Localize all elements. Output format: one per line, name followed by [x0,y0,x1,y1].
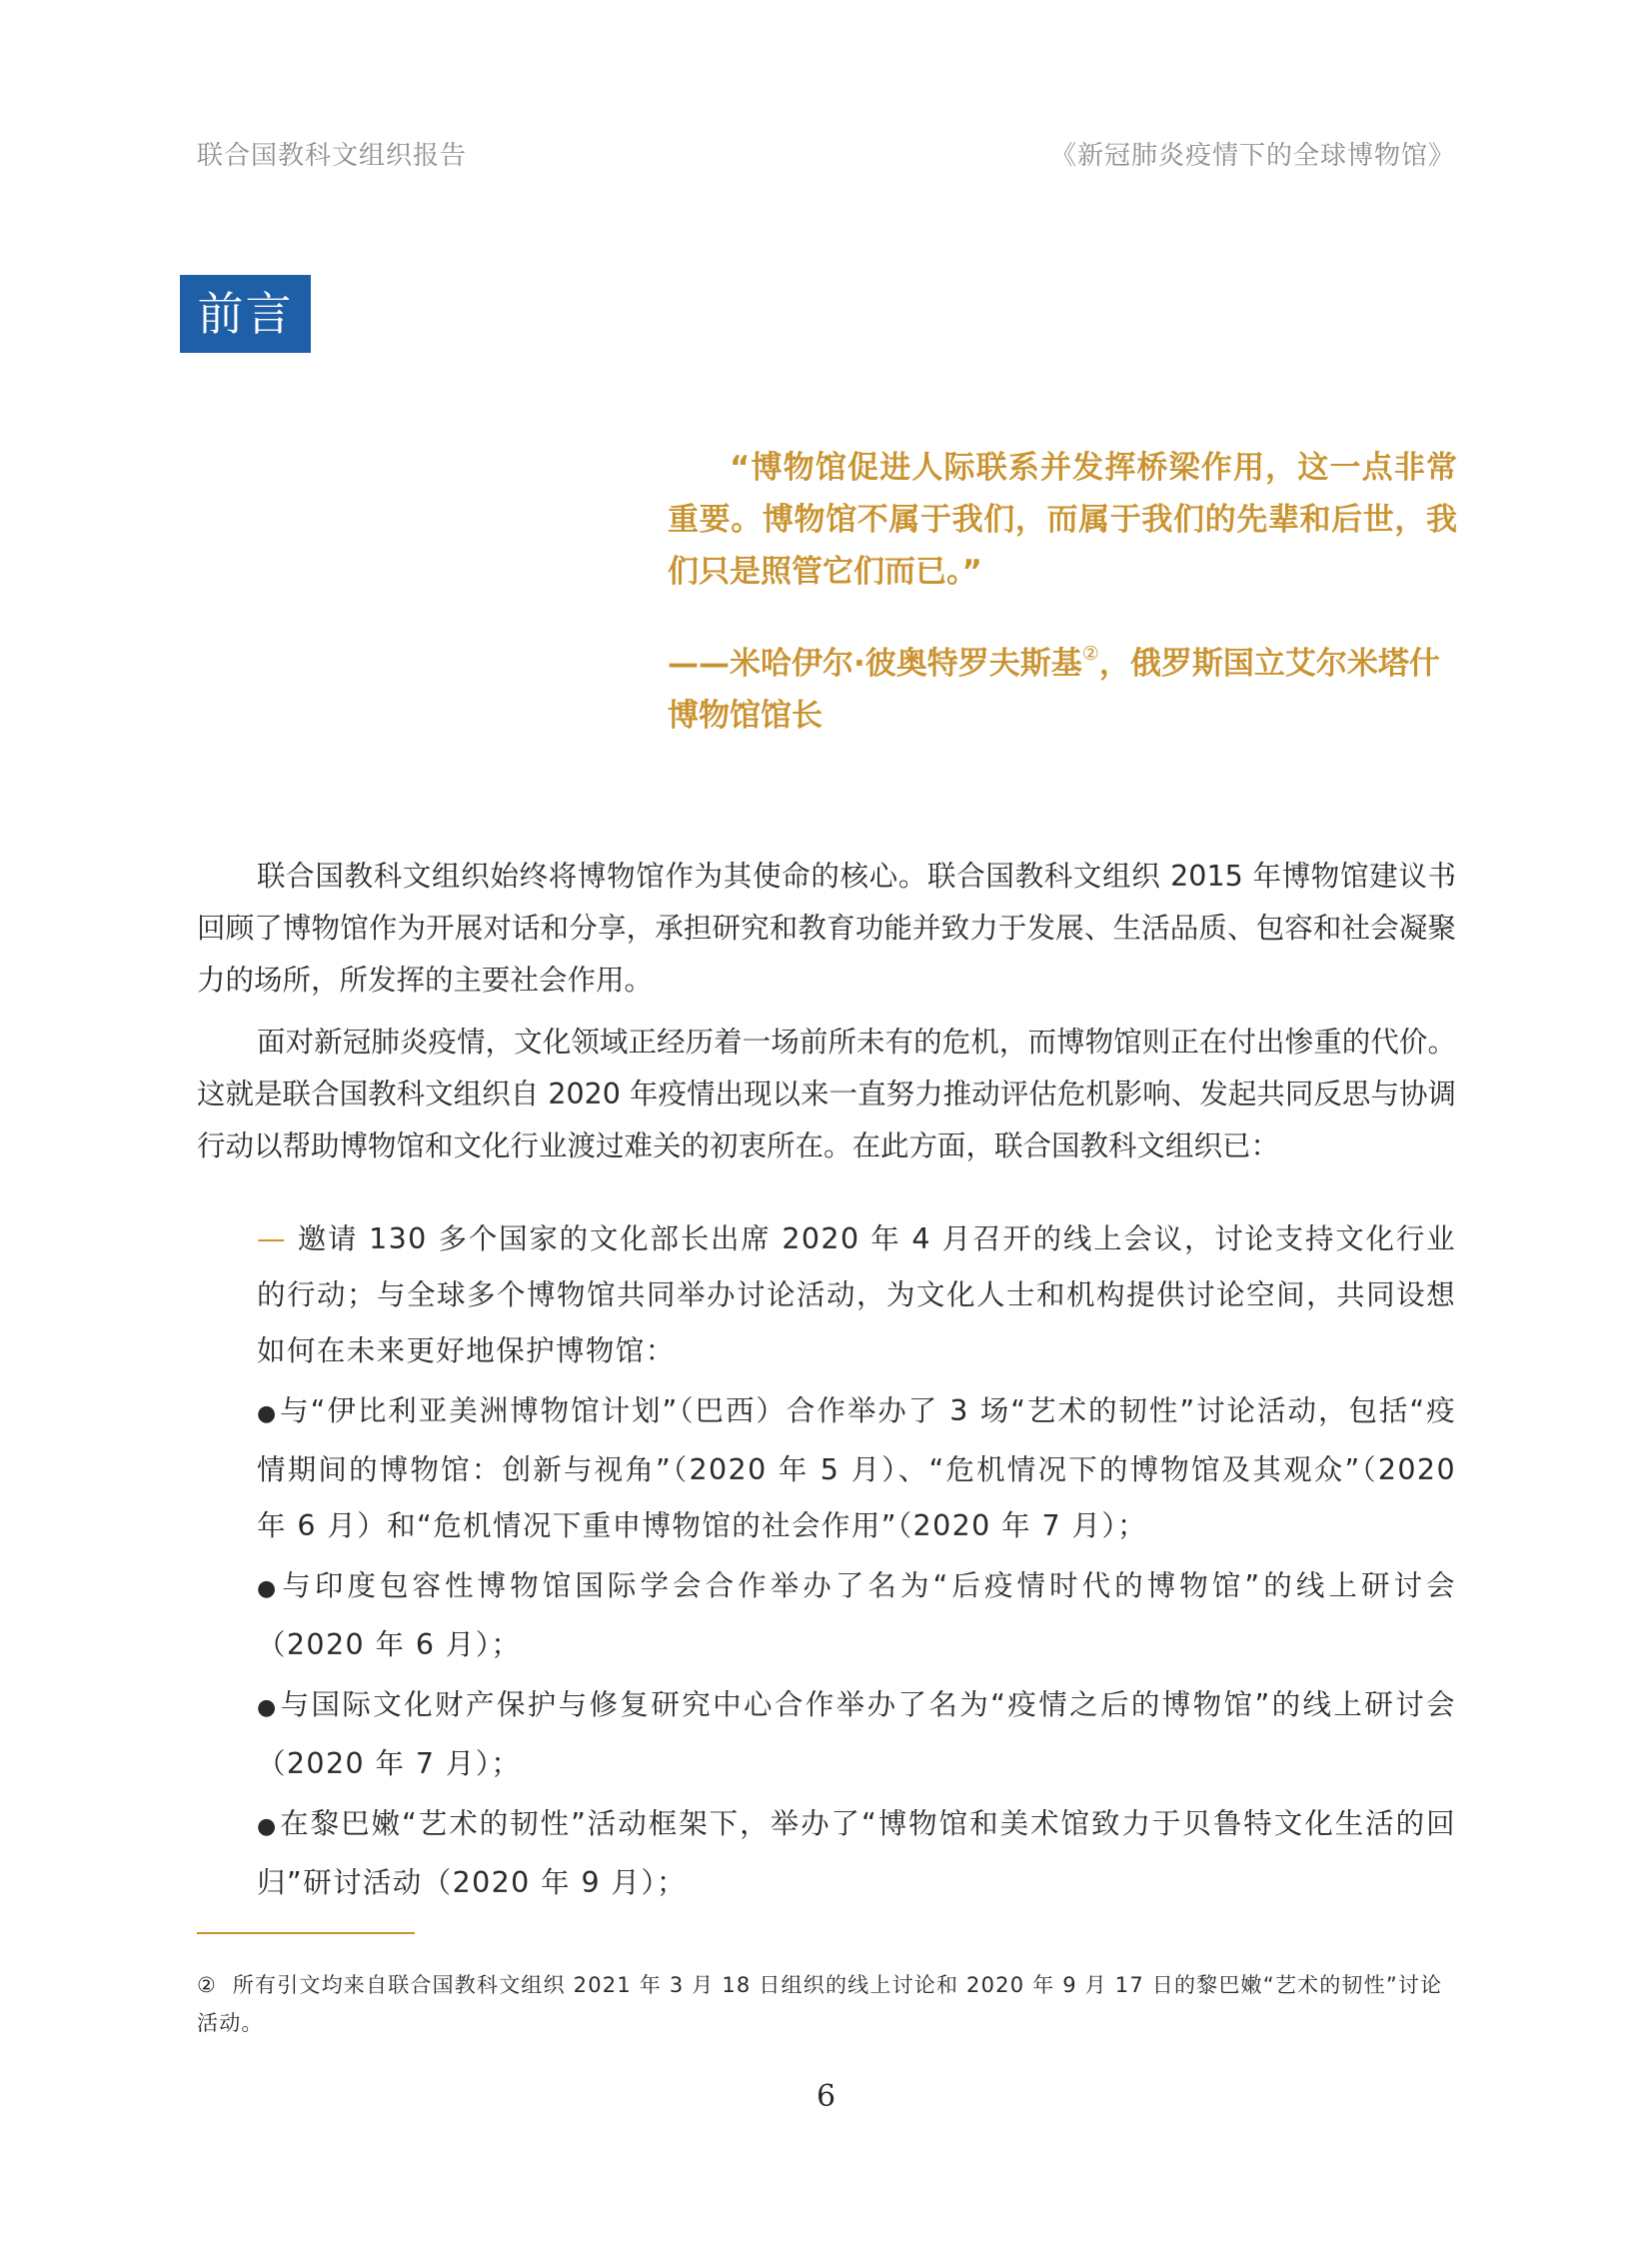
epigraph-quote: “博物馆促进人际联系并发挥桥梁作用，这一点非常重要。博物馆不属于我们，而属于我们的先辈和后世，我们只是照管它们而已。” [668,450,1457,590]
list-item-text: 与印度包容性博物馆国际学会合作举办了名为“后疫情时代的博物馆”的线上研讨会（2020 年 6 月）； [257,1569,1456,1661]
bullet-icon: ● [257,1401,279,1426]
list-item-text: 与国际文化财产保护与修复研究中心合作举办了名为“疫情之后的博物馆”的线上研讨会（2020 年 7 月）； [257,1688,1456,1780]
footnote-reference: ② [1081,643,1099,665]
action-list [257,1211,1456,1915]
epigraph-attribution [668,638,1457,742]
list-item [257,1383,1456,1554]
dash-marker: — [257,1222,287,1255]
bullet-icon: ● [257,1576,281,1601]
list-item [257,1558,1456,1673]
list-item-text: 在黎巴嫩“艺术的韧性”活动框架下，举办了“博物馆和美术馆致力于贝鲁特文化生活的回归”研讨活动（2020 年 9 月）； [257,1807,1456,1899]
footnote-text: 所有引文均来自联合国教科文组织 2021 年 3 月 18 日组织的线上讨论和 2020 年 9 月 17 日的黎巴嫩“艺术的韧性”讨论活动。 [197,1973,1443,2035]
page-number: 6 [816,2079,836,2114]
attribution-name: ——米哈伊尔·彼奥特罗夫斯基 [668,646,1082,682]
list-item [257,1211,1456,1379]
list-item-text: 与“伊比利亚美洲博物馆计划”（巴西）合作举办了 3 场“艺术的韧性”讨论活动，包括“疫情期间的博物馆：创新与视角”（2020 年 5 月）、“危机情况下的博物馆及其观众”（2020 年 6 月）和“危机情况下重申博物馆的社会作用”（2020 年 7 月）； [257,1394,1456,1542]
section-title-badge: 前言 [180,275,311,353]
list-item [257,1677,1456,1792]
footnote [197,1966,1456,2042]
footnote-rule [197,1932,415,1934]
list-item-text: 邀请 130 多个国家的文化部长出席 2020 年 4 月召开的线上会议，讨论支持文化行业的行动；与全球多个博物馆共同举办讨论活动，为文化人士和机构提供讨论空间，共同设想如何在未来更好地保护博物馆： [257,1222,1457,1367]
bullet-icon: ● [257,1814,279,1839]
list-item [257,1796,1456,1911]
attribution-role: ，俄罗斯国立艾尔米塔什博物馆馆长 [668,646,1440,734]
footnote-mark: ② [197,1973,218,1997]
bullet-icon: ● [257,1695,279,1720]
running-head-right: 《新冠肺炎疫情下的全球博物馆》 [1049,141,1455,171]
running-head-left: 联合国教科文组织报告 [197,141,468,171]
body-paragraph: 联合国教科文组织始终将博物馆作为其使命的核心。联合国教科文组织 2015 年博物馆建议书回顾了博物馆作为开展对话和分享，承担研究和教育功能并致力于发展、生活品质、包容和社会凝聚力的场所，所发挥的主要社会作用。 [197,859,1456,997]
body-paragraph: 面对新冠肺炎疫情，文化领域正经历着一场前所未有的危机，而博物馆则正在付出惨重的代价。这就是联合国教科文组织自 2020 年疫情出现以来一直努力推动评估危机影响、发起共同反思与协调行动以帮助博物馆和文化行业渡过难关的初衷所在。在此方面，联合国教科文组织已： [197,1025,1456,1162]
